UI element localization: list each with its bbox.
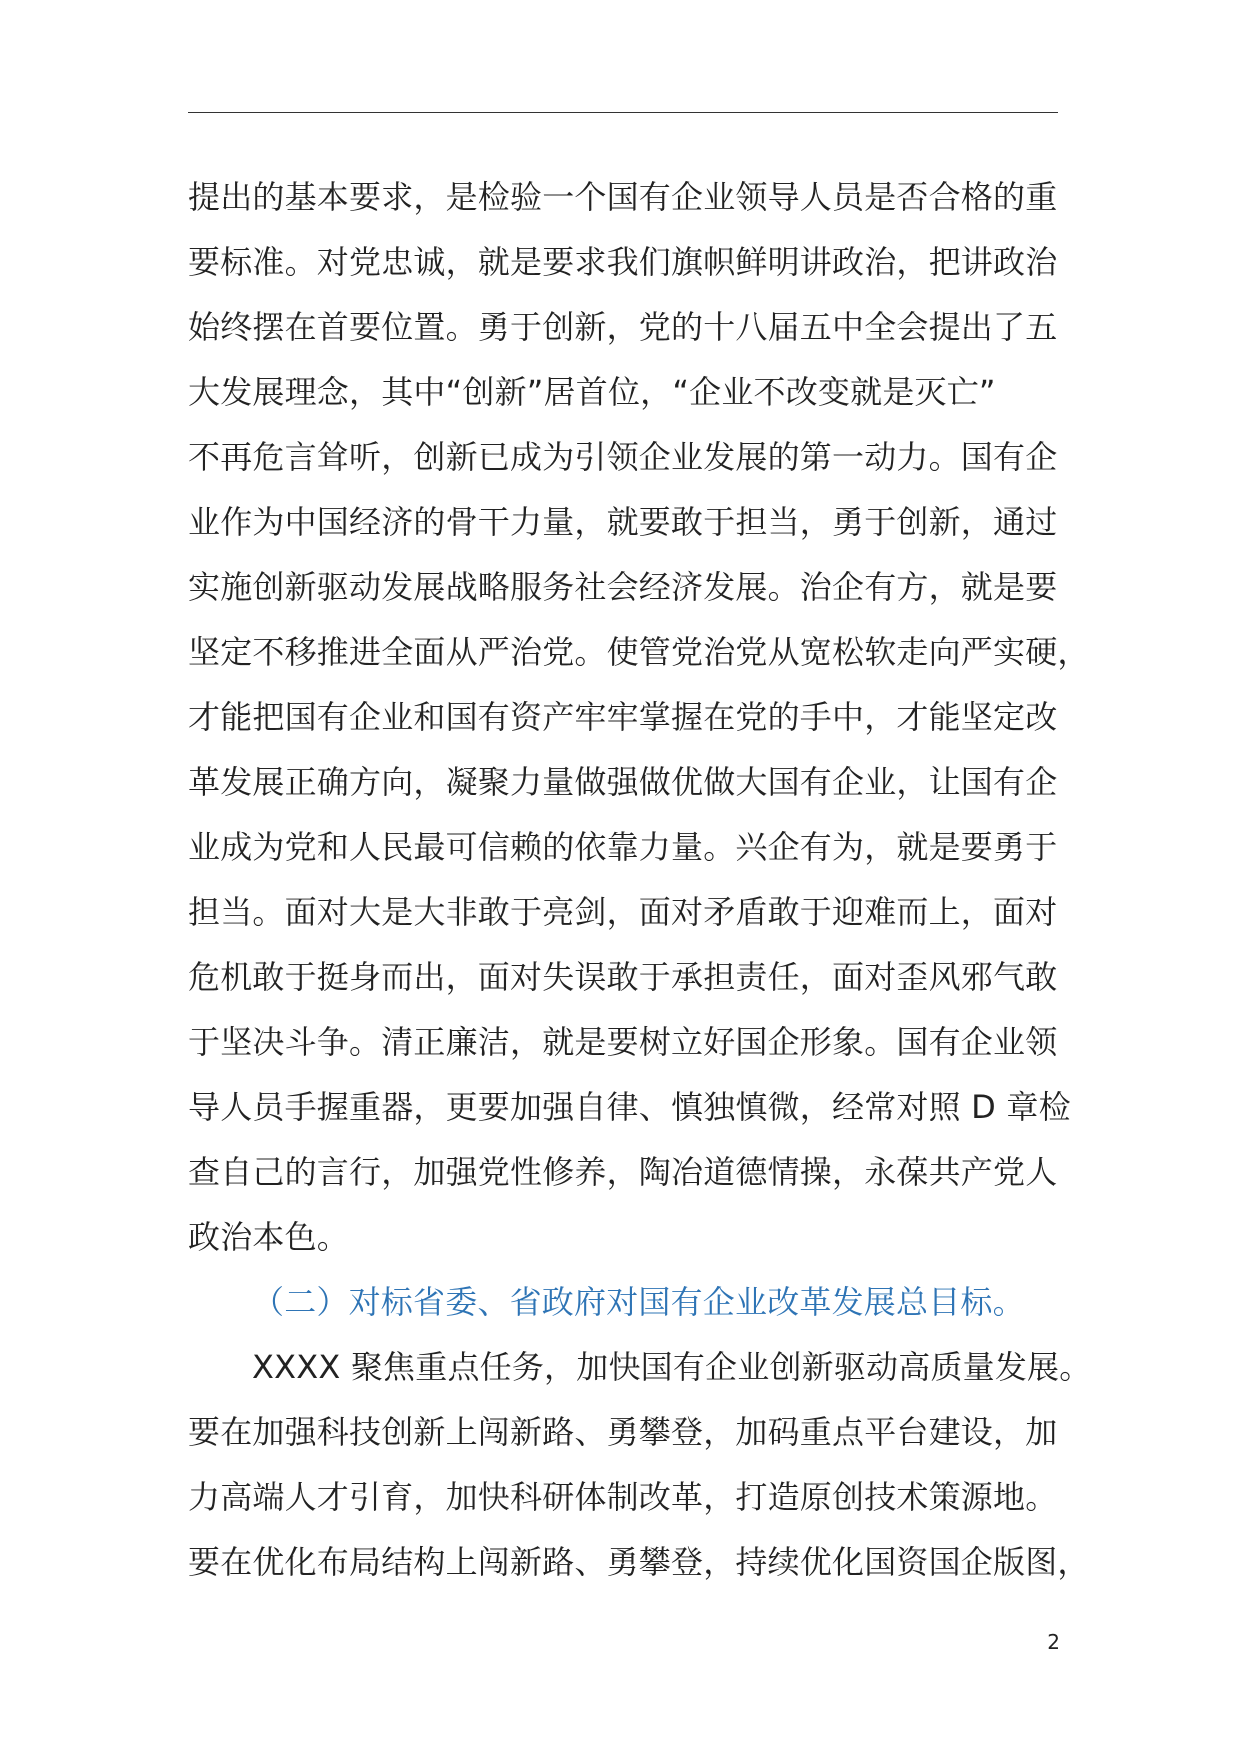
text-line: 危机敢于挺身而出，面对失误敢于承担责任，面对歪风邪气敢 bbox=[188, 958, 1058, 996]
text-line: 担当。面对大是大非敢于亮剑，面对矛盾敢于迎难而上，面对 bbox=[188, 893, 1058, 931]
text-line: 查自己的言行，加强党性修养，陶冶道德情操，永葆共产党人 bbox=[188, 1153, 1058, 1191]
text-line: 政治本色。 bbox=[188, 1218, 350, 1256]
text-line: 革发展正确方向，凝聚力量做强做优做大国有企业，让国有企 bbox=[188, 763, 1058, 801]
text-line: 不再危言耸听，创新已成为引领企业发展的第一动力。国有企 bbox=[188, 438, 1058, 476]
document-body bbox=[188, 165, 1092, 1595]
section-heading: （二）对标省委、省政府对国有企业改革发展总目标。 bbox=[252, 1283, 1025, 1321]
text-line: 实施创新驱动发展战略服务社会经济发展。治企有方，就是要 bbox=[188, 568, 1058, 606]
text-line: 导人员手握重器，更要加强自律、慎独慎微，经常对照 D 章检 bbox=[188, 1088, 1071, 1126]
text-line: 业成为党和人民最可信赖的依靠力量。兴企有为，就是要勇于 bbox=[188, 828, 1058, 866]
text-line: 要标准。对党忠诚，就是要求我们旗帜鲜明讲政治，把讲政治 bbox=[188, 243, 1058, 281]
text-line: 业作为中国经济的骨干力量，就要敢于担当，勇于创新，通过 bbox=[188, 503, 1058, 541]
text-line: 力高端人才引育，加快科研体制改革，打造原创技术策源地。 bbox=[188, 1478, 1058, 1516]
text-line: 大发展理念，其中“创新”居首位，“企业不改变就是灭亡” bbox=[188, 373, 996, 411]
page-number: 2 bbox=[1047, 1630, 1060, 1654]
text-line: 始终摆在首要位置。勇于创新，党的十八届五中全会提出了五 bbox=[188, 308, 1058, 346]
text-line: 坚定不移推进全面从严治党。使管党治党从宽松软走向严实硬， bbox=[188, 633, 1090, 671]
text-line: 要在优化布局结构上闯新路、勇攀登，持续优化国资国企版图， bbox=[188, 1543, 1090, 1581]
text-line: XXXX 聚焦重点任务，加快国有企业创新驱动高质量发展。 bbox=[252, 1348, 1092, 1386]
text-line: 要在加强科技创新上闯新路、勇攀登，加码重点平台建设，加 bbox=[188, 1413, 1058, 1451]
text-line: 于坚决斗争。清正廉洁，就是要树立好国企形象。国有企业领 bbox=[188, 1023, 1058, 1061]
text-line: 才能把国有企业和国有资产牢牢掌握在党的手中，才能坚定改 bbox=[188, 698, 1058, 736]
text-line: 提出的基本要求，是检验一个国有企业领导人员是否合格的重 bbox=[188, 178, 1058, 216]
header-rule bbox=[188, 112, 1058, 113]
